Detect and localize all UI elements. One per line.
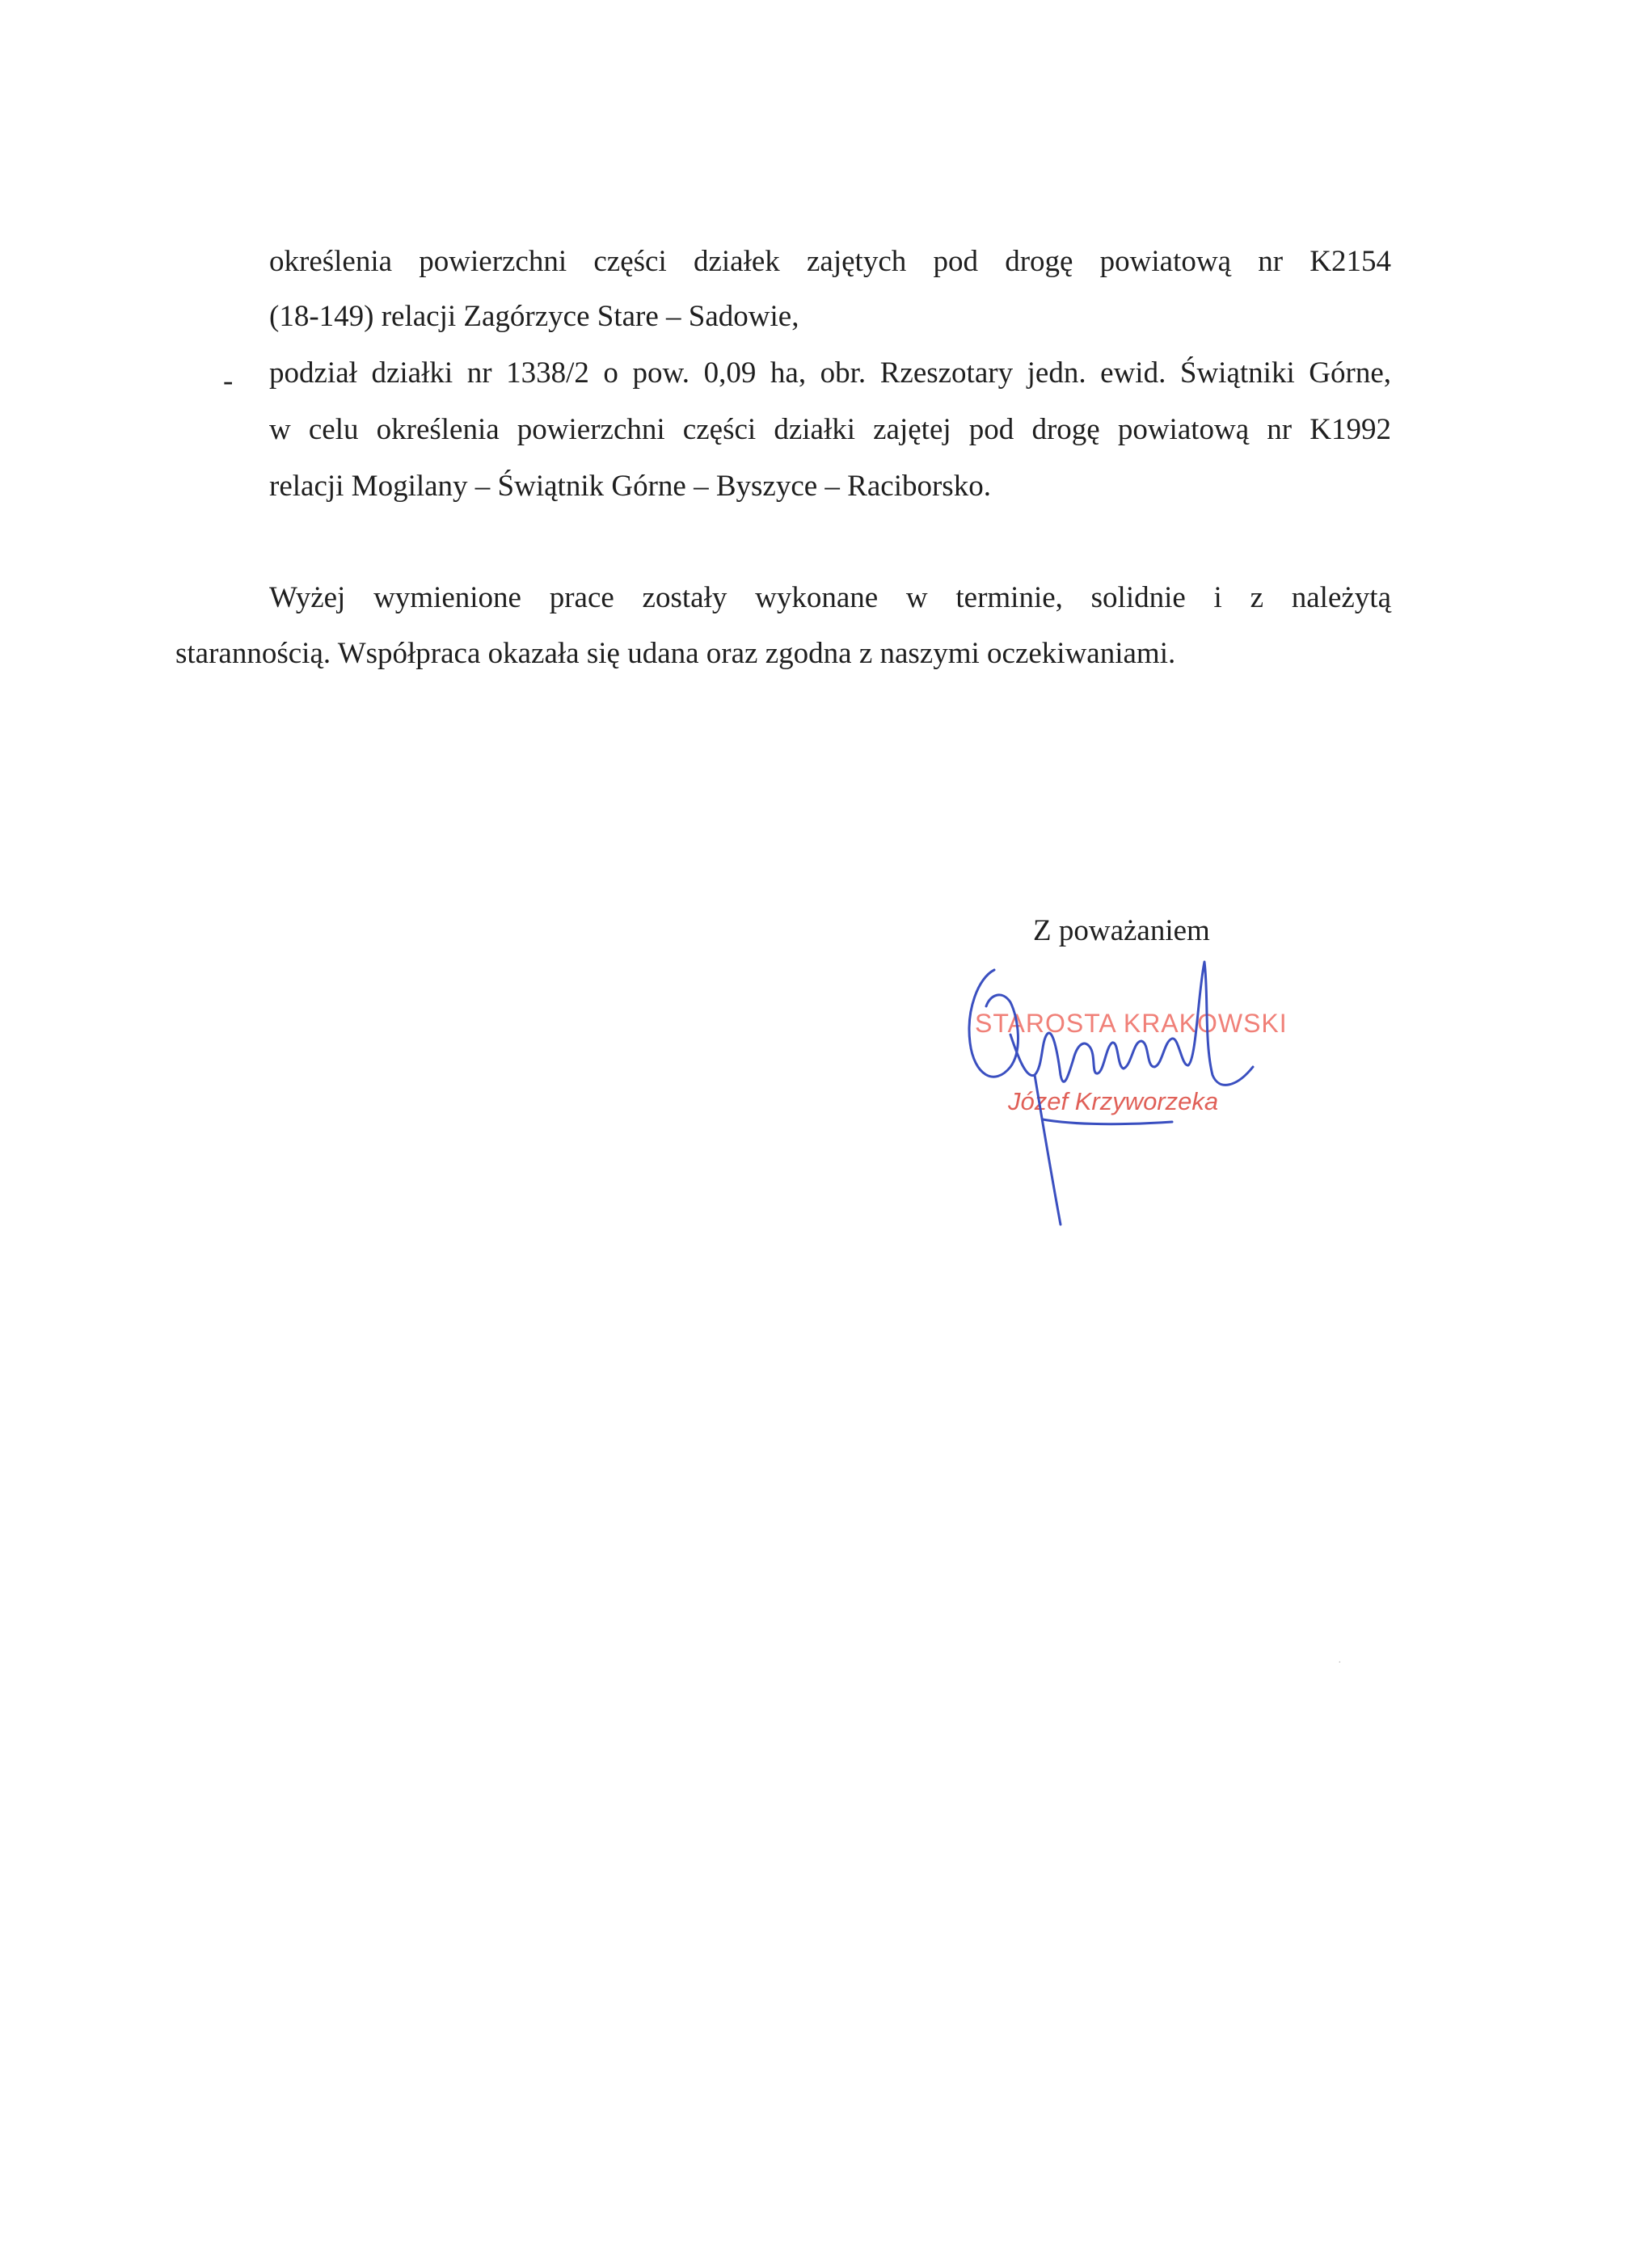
closing-paragraph-line-2: starannością. Współpraca okazała się udana oraz zgodna z naszymi oczekiwaniami. bbox=[175, 637, 1176, 670]
paragraph-line-1: określenia powierzchni części działek zajętych pod drogę powiatową nr K2154 bbox=[269, 245, 1391, 278]
handwritten-signature bbox=[962, 946, 1269, 1229]
stamp-title: STAROSTA KRAKOWSKI bbox=[975, 1009, 1288, 1038]
closing-paragraph-line-1: Wyżej wymienione prace zostały wykonane w terminie, solidnie i z należytą bbox=[269, 581, 1391, 614]
list-item-line-1: podział działki nr 1338/2 o pow. 0,09 ha, obr. Rzeszotary jedn. ewid. Świątniki Górne, bbox=[269, 356, 1391, 390]
closing-salutation: Z poważaniem bbox=[1033, 914, 1210, 947]
list-bullet-dash: - bbox=[223, 365, 234, 398]
scan-speck: · bbox=[1338, 1657, 1342, 1669]
list-item-line-3: relacji Mogilany – Świątnik Górne – Byszyce – Raciborsko. bbox=[269, 470, 991, 503]
paragraph-line-2: (18-149) relacji Zagórzyce Stare – Sadowie, bbox=[269, 300, 799, 333]
stamp-name: Józef Krzyworzeka bbox=[1008, 1087, 1219, 1115]
list-item-line-2: w celu określenia powierzchni części działki zajętej pod drogę powiatową nr K1992 bbox=[269, 413, 1391, 446]
